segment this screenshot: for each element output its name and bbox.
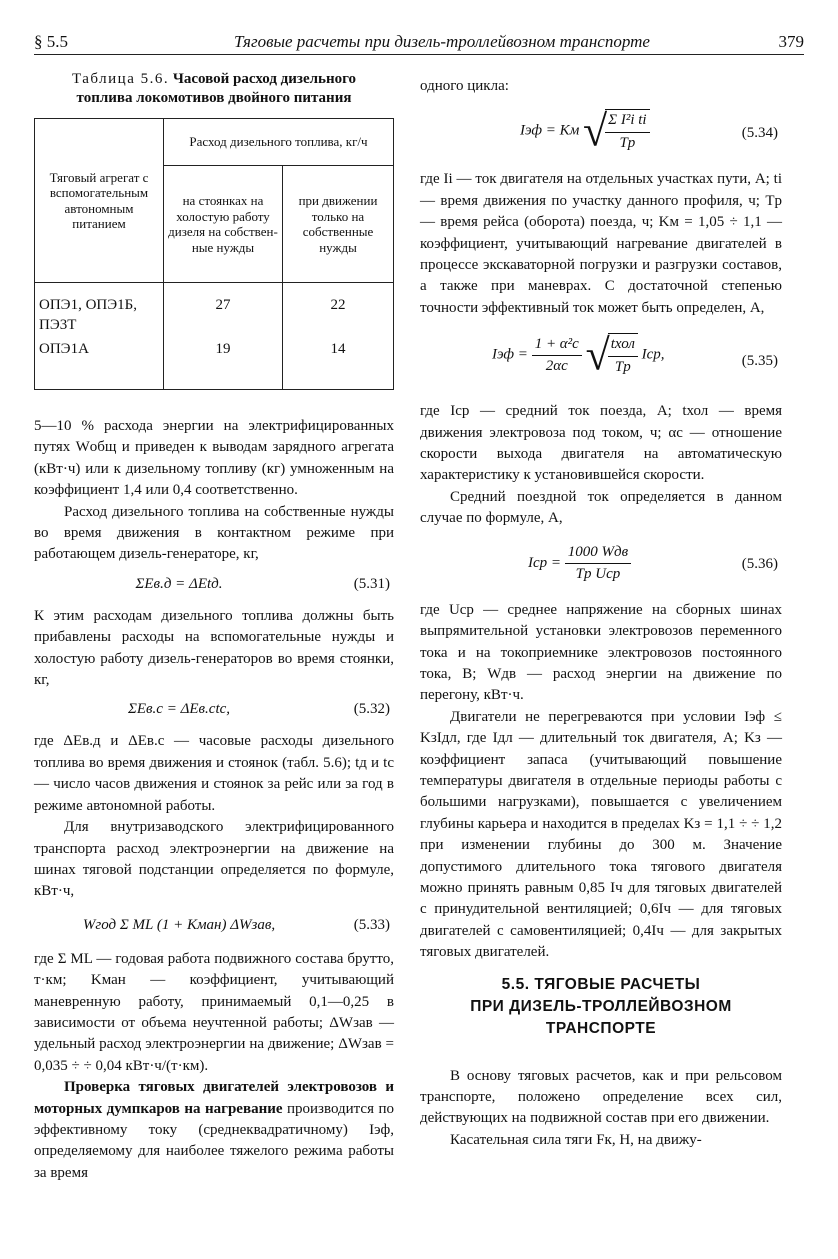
- sqrt-sign: √: [583, 106, 608, 156]
- equation-number: (5.32): [353, 701, 390, 718]
- sqrt-sign: √: [585, 330, 610, 380]
- equation-5-34: [420, 97, 782, 169]
- fuel-consumption-table: [34, 118, 394, 390]
- fraction-numerator: 1 + α²с: [532, 334, 582, 356]
- equation-lhs: Iср =: [528, 554, 562, 571]
- table-cell-idle: 19: [164, 337, 283, 390]
- fraction-numerator: tхол: [608, 334, 638, 356]
- page-header: [34, 30, 804, 55]
- section-heading-line: 5.5. ТЯГОВЫЕ РАСЧЕТЫ: [501, 975, 701, 993]
- equation-5-36: [420, 530, 782, 600]
- equation-body: Wгод Σ ML (1 + Kман) ΔWзав,: [82, 916, 276, 933]
- section-heading-line: ТРАНСПОРТЕ: [545, 1019, 657, 1037]
- equation-number: (5.36): [741, 555, 778, 572]
- fraction-denominator: Tр: [619, 134, 636, 151]
- equation-body: ΣEв.д = ΔEtд.: [135, 575, 223, 592]
- table-row: [35, 337, 394, 390]
- equation-5-32: [34, 691, 394, 731]
- table-caption-title-2: топлива локомотивов двойного питания: [76, 90, 352, 106]
- equation-lhs: Iэф = Kм: [520, 123, 580, 140]
- equation-number: (5.31): [353, 575, 390, 592]
- equation-5-31: [34, 566, 394, 606]
- paragraph-text: производится по эффективному току (среднеквадратичному) Iэф, определяемому для наиболее тяжелого режима работы за время: [34, 1100, 394, 1181]
- paragraph: Двигатели не перегреваются при условии Iэф ≤ KзIдл, где Iдл — длительный ток двигателя, А; Kз — коэффициент запаса (учитывающий повышение температуры двигателя в отдельные периоды работы с большими нагрузками), повышается с увеличением глубины карьера и находится в пределах Kз = 1,1 ÷ ÷ 1,2 при изменении глубины до 300 м. Значение допустимого длительного тока тягового двигателя можно принять равным 0,85 Iч для тяговых двигателей с принудительной вентиляцией; 0,6Iч — для тяговых двигателей с самовентиляцией; 0,4Iч — для закрытых тяговых двигателей.: [420, 708, 782, 961]
- paragraph: [34, 1077, 394, 1184]
- paragraph: Средний поездной ток определяется в данном случае по формуле, А,: [420, 488, 782, 527]
- table-caption-prefix: Таблица 5.6.: [71, 71, 170, 87]
- equation-rhs: Iср,: [641, 346, 665, 363]
- running-title: Тяговые расчеты при дизель-троллейвозном транспорте: [234, 32, 650, 51]
- paragraph: где Iср — средний ток поезда, А; tхол — время движения электровоза под током, ч; αс — отношение скорости выхода двигателя на автоматическую характеристику к установившейся скорости.: [420, 403, 782, 484]
- table-cell-idle: 27: [164, 283, 283, 338]
- table-row: [35, 283, 394, 338]
- table-header-moving: при движении только на собственные нужды: [283, 166, 394, 283]
- table-header-group: Расход дизельного топлива, кг/ч: [164, 119, 394, 166]
- section-number: § 5.5: [34, 32, 68, 51]
- table-header-idle: на стоянках на холостую работу дизеля на собственные нужды: [164, 166, 283, 283]
- paragraph: В основу тяговых расчетов, как и при рельсовом транспорте, положено определение всех сил, действующих на подвижной состав при его движении.: [420, 1067, 782, 1127]
- equation-number: (5.34): [741, 125, 778, 142]
- paragraph: одного цикла:: [420, 78, 509, 94]
- section-heading-line: ПРИ ДИЗЕЛЬ-ТРОЛЛЕЙВОЗНОМ: [470, 997, 732, 1015]
- table-cell-moving: 22: [283, 283, 394, 338]
- paragraph: где Σ ML — годовая работа подвижного состава брутто, т·км; Kман — коэффициент, учитывающий маневренную работу, принимаемый 0,1—0,25 в зависимости от объема неучтенной работы; ΔWзав — удельный расход электроэнергии на движение; ΔWзав = 0,035 ÷ ÷ 0,04 кВт·ч/(т·км).: [34, 950, 394, 1074]
- paragraph: К этим расходам дизельного топлива должны быть прибавлены расходы на вспомогательные нужды и холостую работу дизель-генераторов во время стоянки, кг,: [34, 607, 394, 689]
- paragraph: 5—10 % расхода энергии на электрифицированных путях Wобщ и приведен к выводам зарядного агрегата (кВт·ч) или к дизельному топливу (кг) умноженным на коэффициент 1,4 или 0,4 соответственно.: [34, 418, 394, 499]
- paragraph: Для внутризаводского электрифицированного транспорта расход электроэнергии на движение на шинах тяговой подстанции определяется по формуле, кВт·ч,: [34, 819, 394, 900]
- paragraph: где ΔEв.д и ΔEв.с — часовые расходы дизельного топлива во время движения и стоянок (табл. 5.6); tд и tс — число часов движения и стоянок за рейс или за год в режиме автономной работы.: [34, 733, 394, 814]
- equation-5-35: [420, 319, 782, 401]
- paragraph: где Ii — ток двигателя на отдельных участках пути, А; ti — время движения по участку данного профиля, ч; Tр — время рейса (оборота) поезда, ч; Kм = 1,05 ÷ 1,1 — коэффициент, учитывающий нагревание двигателей в процессе экскаваторной погрузки и разгрузки составов, а также при маневрах. С достаточной степенью точности эффективный ток может быть определен, А,: [420, 171, 782, 316]
- table-header-aggregate: Тяговый агрегат с вспомогательным автономным питанием: [35, 119, 164, 283]
- left-column: [34, 70, 394, 1184]
- paragraph: Расход дизельного топлива на собственные нужды во время движения в контактном режиме при работающем дизель-генераторе, кг,: [34, 503, 394, 563]
- paragraph-lead: Проверка тяговых двигателей электровозов и моторных думпкаров на нагревание: [34, 1079, 394, 1117]
- fraction-denominator: Tр: [614, 358, 631, 375]
- table-caption: [34, 70, 394, 108]
- fraction-numerator: Σ I²i ti: [605, 110, 649, 132]
- table-caption-title-1: Часовой расход дизельного: [172, 71, 357, 87]
- table-cell-aggregate: ОПЭ1А: [35, 337, 164, 390]
- fraction-numerator: 1000 Wдв: [565, 542, 631, 564]
- table-cell-aggregate: ОПЭ1, ОПЭ1Б, ПЭ3Т: [35, 283, 164, 338]
- equation-number: (5.35): [741, 353, 778, 370]
- equation-5-33: [34, 903, 394, 949]
- page-number: 379: [778, 32, 804, 51]
- section-heading: [420, 974, 782, 1040]
- equation-number: (5.33): [353, 916, 390, 933]
- fraction-denominator: 2αс: [545, 358, 568, 375]
- paragraph: Касательная сила тяги Fк, Н, на движу-: [450, 1131, 702, 1148]
- right-column: [420, 76, 782, 1151]
- table-cell-moving: 14: [283, 337, 394, 390]
- equation-body: ΣEв.с = ΔEв.сtс,: [127, 701, 231, 718]
- fraction-denominator: Tр Uср: [575, 566, 621, 583]
- paragraph: где Uср — среднее напряжение на сборных шинах выпрямительной установки электровозов переменного тока и на токоприемнике электровозов постоянного тока, В; Wдв — расход энергии на движение по перегону, кВт·ч.: [420, 601, 782, 704]
- equation-lhs: Iэф =: [492, 346, 528, 363]
